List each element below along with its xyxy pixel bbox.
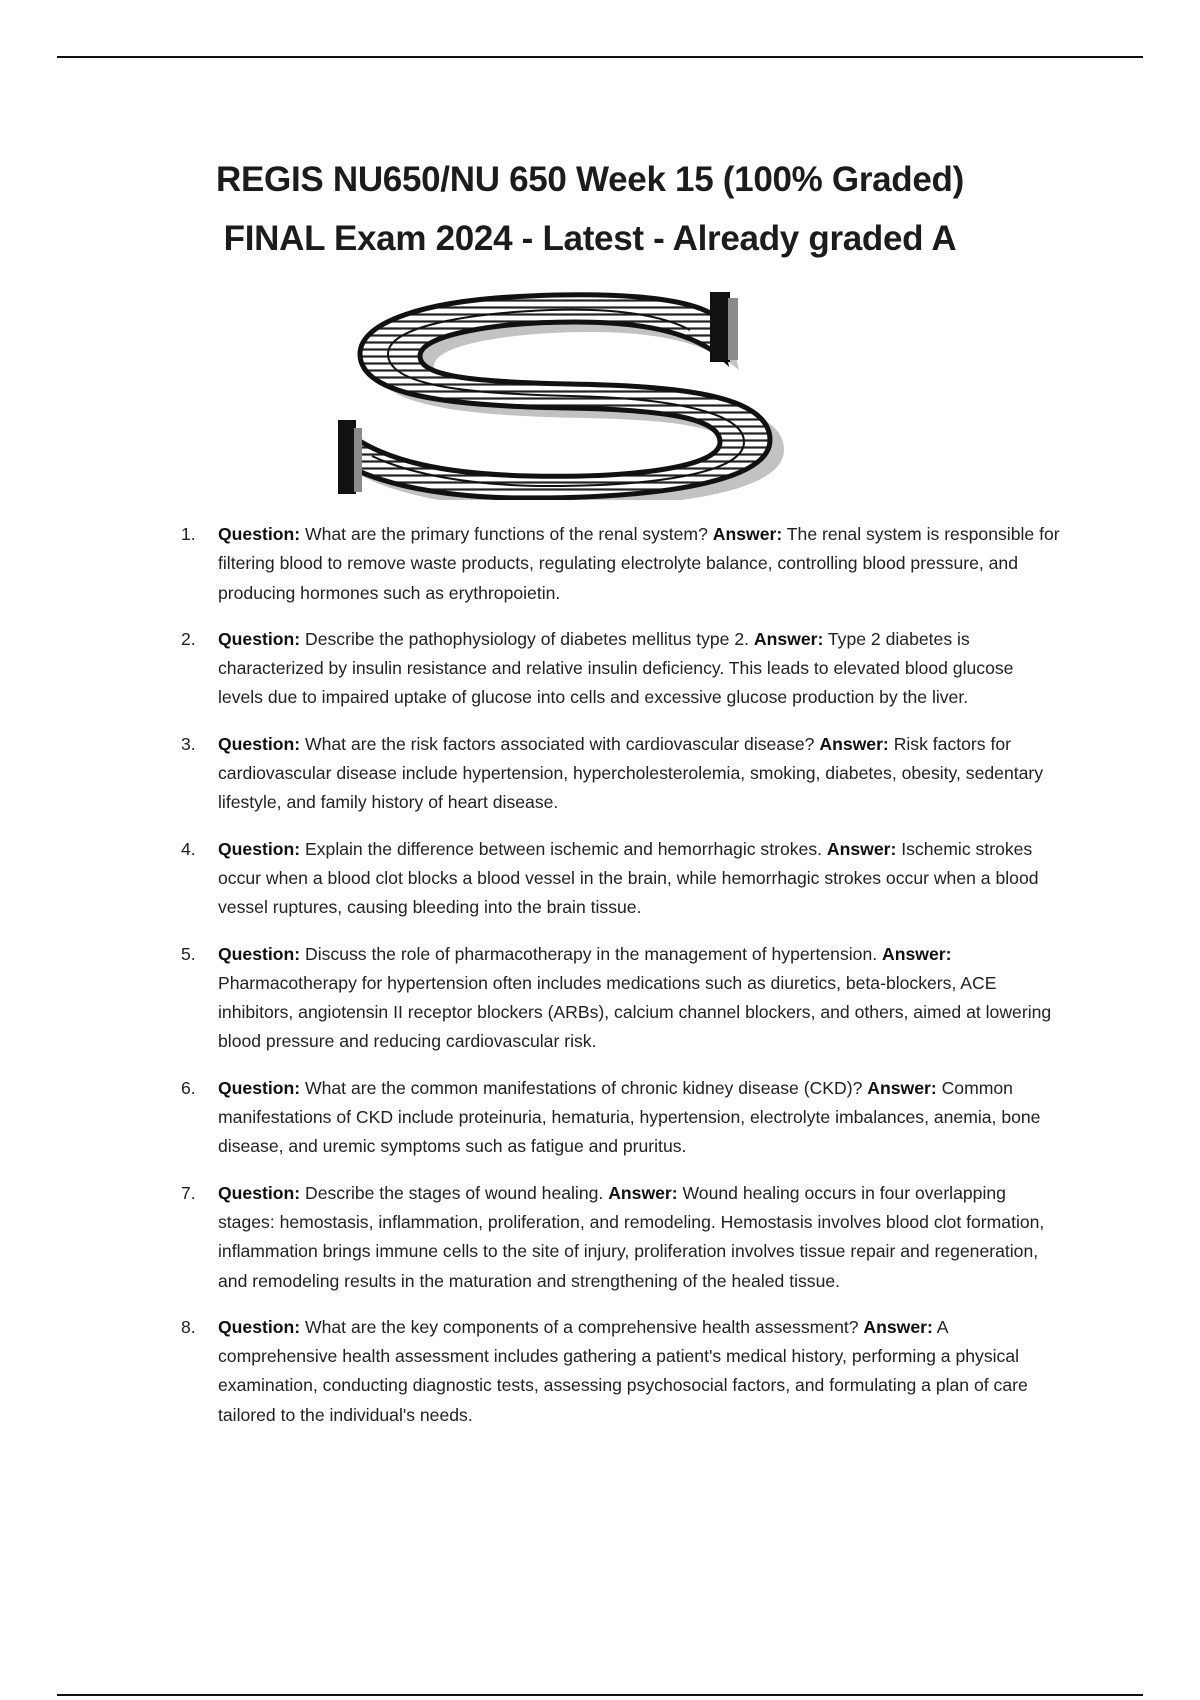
item-number: 4.: [181, 838, 196, 859]
list-item: [0, 940, 1060, 1057]
question-text: What are the common manifestations of chronic kidney disease (CKD)?: [305, 1077, 863, 1098]
question-text: Describe the stages of wound healing.: [305, 1182, 604, 1203]
answer-label: Answer:: [826, 838, 897, 859]
answer-label: Answer:: [882, 943, 952, 964]
list-item: [0, 835, 1060, 923]
bottom-divider: [57, 1694, 1143, 1696]
list-item: [0, 1074, 1060, 1162]
item-number: 3.: [181, 733, 196, 754]
question-text: Explain the difference between ischemic and hemorrhagic strokes.: [305, 838, 823, 859]
answer-label: Answer:: [712, 524, 783, 544]
list-item: [0, 1179, 1060, 1296]
answer-label: Answer:: [753, 628, 824, 649]
question-label: Question:: [218, 733, 301, 754]
question-text: What are the primary functions of the renal system?: [305, 524, 708, 544]
answer-label: Answer:: [608, 1182, 678, 1203]
top-divider: [57, 56, 1143, 58]
answer-text: The renal system is responsible for filtering blood to remove waste products, regulating electrolyte balance, controlling blood pressure, and producing hormones such as erythropoietin.: [218, 524, 1060, 603]
question-text: What are the risk factors associated with cardiovascular disease?: [305, 733, 815, 754]
question-list: [0, 520, 1200, 1447]
item-number: 5.: [181, 943, 196, 964]
answer-text: A comprehensive health assessment includes gathering a patient's medical history, performing a physical examination, conducting diagnostic tests, assessing psychosocial factors, and formulating a plan of care tailored to the individual's needs.: [218, 1316, 1028, 1425]
question-label: Question:: [218, 1077, 301, 1098]
list-item: [0, 730, 1060, 818]
answer-label: Answer:: [819, 733, 889, 754]
title-line-1: REGIS NU650/NU 650 Week 15 (100% Graded): [216, 160, 964, 199]
answer-text: Risk factors for cardiovascular disease include hypertension, hypercholesterolemia, smoking, diabetes, obesity, sedentary lifestyle, and family history of heart disease.: [218, 733, 1044, 813]
page-title: [140, 150, 1040, 268]
question-label: Question:: [218, 524, 301, 544]
decorative-letter-s-icon: [330, 290, 850, 500]
answer-text: Type 2 diabetes is characterized by insulin resistance and relative insulin deficiency. This leads to elevated blood glucose levels due to impaired uptake of glucose into cells and excessive glucose production by the liver.: [218, 628, 1014, 708]
answer-text: Pharmacotherapy for hypertension often includes medications such as diuretics, beta-blockers, ACE inhibitors, angiotensin II receptor blockers (ARBs), calcium channel blockers, and others, aimed at lowering blood pressure and reducing cardiovascular risk.: [218, 972, 1052, 1052]
title-line-2: FINAL Exam 2024 - Latest - Already graded A: [223, 219, 957, 258]
item-number: 2.: [181, 628, 196, 649]
question-label: Question:: [218, 1316, 301, 1337]
answer-label: Answer:: [863, 1316, 933, 1337]
list-item: [0, 1313, 1060, 1430]
answer-text: Common manifestations of CKD include proteinuria, hematuria, hypertension, electrolyte imbalances, anemia, bone disease, and uremic symptoms such as fatigue and pruritus.: [218, 1077, 1041, 1157]
question-label: Question:: [218, 628, 301, 649]
answer-text: Wound healing occurs in four overlapping stages: hemostasis, inflammation, proliferation, and remodeling. Hemostasis involves blood clot formation, inflammation brings immune cells to the site of injury, proliferation involves tissue repair and regeneration, and remodeling results in the maturation and strengthening of the healed tissue.: [218, 1182, 1045, 1291]
item-number: 8.: [181, 1316, 196, 1337]
question-label: Question:: [218, 838, 301, 859]
question-label: Question:: [218, 943, 301, 964]
question-text: Discuss the role of pharmacotherapy in the management of hypertension.: [305, 943, 878, 964]
answer-label: Answer:: [867, 1077, 937, 1098]
list-item: [0, 520, 1060, 608]
question-text: Describe the pathophysiology of diabetes mellitus type 2.: [305, 628, 750, 649]
item-number: 6.: [181, 1077, 196, 1098]
question-text: What are the key components of a comprehensive health assessment?: [305, 1316, 859, 1337]
answer-text: Ischemic strokes occur when a blood clot blocks a blood vessel in the brain, while hemorrhagic strokes occur when a blood vessel ruptures, causing bleeding into the brain tissue.: [218, 838, 1039, 918]
question-label: Question:: [218, 1182, 301, 1203]
item-number: 1.: [181, 524, 196, 544]
list-item: [0, 625, 1060, 713]
item-number: 7.: [181, 1182, 196, 1203]
